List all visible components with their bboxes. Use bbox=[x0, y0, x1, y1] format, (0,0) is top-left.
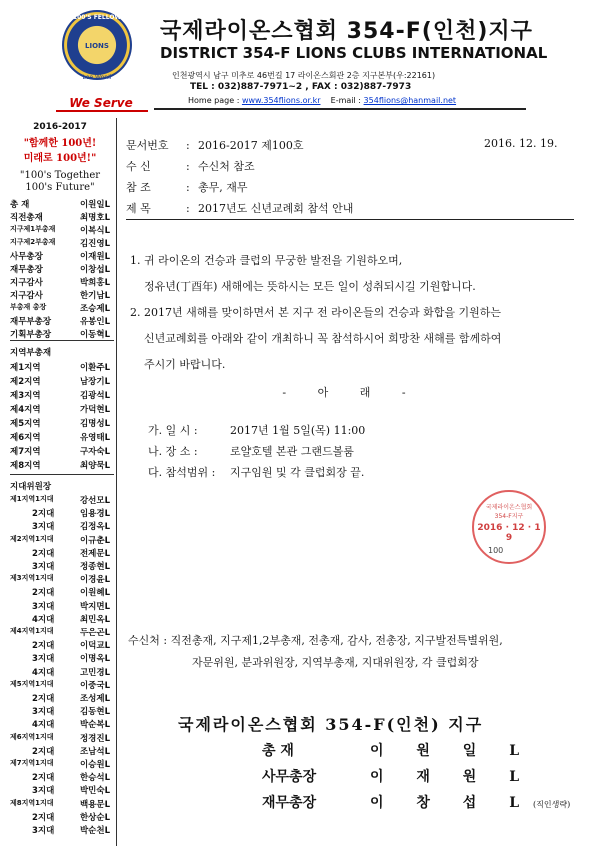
sidebar-slogan-en bbox=[4, 170, 116, 194]
sidebar-row-title: 제1지역1지대 bbox=[10, 495, 54, 503]
sidebar-row-title: 제3지역 bbox=[10, 391, 41, 401]
sidebar-row-name: 최양묵L bbox=[79, 461, 110, 471]
sidebar-row-title: 제8지역1지대 bbox=[10, 798, 54, 807]
sidebar-row-title: 3지대 bbox=[32, 562, 55, 572]
slogan-ko-line: "함께한 100년! bbox=[23, 138, 97, 149]
sidebar-row-name: 조성제L bbox=[79, 694, 110, 704]
sidebar-divider bbox=[10, 474, 114, 475]
homepage-label: Home page : bbox=[188, 96, 242, 105]
org-title-korean: 국제라이온스협회 354-F(인천)지구 bbox=[160, 19, 533, 44]
stamp-number: 100 bbox=[488, 546, 504, 555]
doc-number: 2016-2017 제100호 bbox=[198, 139, 304, 152]
email-label: E-mail : bbox=[330, 96, 364, 105]
subject-value: 2017년도 신년교례회 참석 안내 bbox=[198, 202, 354, 215]
sidebar-row-name: 유영태L bbox=[79, 433, 110, 443]
sidebar-row-name: 강선모L bbox=[79, 496, 110, 506]
sidebar-row-name: 조남석L bbox=[79, 746, 110, 757]
paragraph-line: 신년교례회를 아래와 같이 개최하니 꼭 참석하시어 희망찬 새해를 함께하여 bbox=[144, 332, 502, 345]
detail-time bbox=[148, 422, 365, 438]
sidebar-row-title: 제7지역 bbox=[10, 447, 41, 457]
sidebar-row-title: 4지대 bbox=[32, 667, 55, 678]
detail-value: 로얄호텔 본관 그랜드볼룸 bbox=[230, 445, 354, 458]
signature-row bbox=[262, 740, 533, 760]
signature-name: 이 창 섭 L bbox=[370, 795, 534, 811]
subject-label: 제 목 bbox=[126, 202, 151, 215]
sidebar-row-name: 한상순L bbox=[79, 812, 110, 823]
detail-label: 다. 참석범위 : bbox=[148, 466, 216, 479]
sidebar-row-name: 이동혁L bbox=[79, 330, 110, 340]
sidebar-divider bbox=[10, 340, 114, 341]
sidebar-row-title: 제2지역1지대 bbox=[10, 534, 54, 543]
recipients-line: 자문위원, 분과위원장, 지역부총재, 지대위원장, 각 클럽회장 bbox=[192, 656, 479, 669]
we-serve-underline bbox=[56, 110, 148, 112]
header-divider bbox=[154, 108, 526, 110]
sidebar-row-title: 3지대 bbox=[32, 786, 55, 797]
sidebar-row-title: 지구감사 bbox=[10, 291, 43, 301]
address: 인천광역시 남구 미추로 46번길 17 라이온스회관 2층 지구본부(우:22161) bbox=[172, 71, 436, 80]
sidebar-row-title: 재무부총장 bbox=[10, 317, 52, 327]
sidebar-row-name: 고민경L bbox=[79, 667, 110, 678]
sidebar-row-title: 2지대 bbox=[32, 746, 55, 757]
sidebar-row-title: 재무총장 bbox=[10, 265, 43, 275]
sidebar-row-title: 3지대 bbox=[32, 826, 55, 836]
region-header: 지역부총재 bbox=[10, 348, 52, 358]
sidebar-row-title: 총 재 bbox=[10, 200, 30, 210]
sidebar-row-name: 가덕현L bbox=[79, 405, 110, 415]
ref-value: 총무, 재무 bbox=[198, 181, 248, 194]
homepage-link[interactable]: www.354flions.or.kr bbox=[241, 96, 321, 105]
sidebar-row-name: 박순복L bbox=[79, 720, 110, 731]
subject-row: 제 목 : 2017년도 신년교례회 참석 안내 bbox=[126, 202, 354, 215]
sidebar-row-title: 부총재 총장 bbox=[10, 303, 47, 311]
detail-label: 가. 일 시 : bbox=[148, 424, 198, 437]
contact-line bbox=[188, 96, 456, 105]
sidebar-row-title: 2지대 bbox=[32, 548, 55, 559]
signature-role: 재무총장 bbox=[262, 795, 317, 811]
sidebar-row-name: 김명성L bbox=[79, 419, 110, 429]
sidebar-row-title: 2지대 bbox=[32, 641, 55, 652]
tel-fax: TEL : 032)887-7971~2 , FAX : 032)887-7973 bbox=[190, 82, 412, 92]
paragraph-line: 주시기 바랍니다. bbox=[144, 358, 226, 371]
detail-place bbox=[148, 443, 354, 459]
sidebar-row-title: 2지대 bbox=[32, 773, 55, 784]
signature-role: 총 재 bbox=[262, 743, 294, 759]
signature-name: 이 원 일 L bbox=[370, 743, 534, 759]
sidebar-row-title: 제3지역1지대 bbox=[10, 574, 54, 583]
sidebar-row-title: 제4지역 bbox=[10, 405, 41, 415]
sidebar-row-title: 3지대 bbox=[32, 654, 55, 665]
sidebar-row-title: 지구제1부총재 bbox=[10, 225, 56, 233]
paragraph-line: 정유년(丁酉年) 새해에는 뜻하시는 모든 일이 성취되시길 기원합니다. bbox=[144, 280, 476, 293]
sidebar-row-name: 이재원L bbox=[79, 252, 110, 262]
sidebar-row-title: 3지대 bbox=[32, 522, 55, 533]
sidebar-row-name: 이환주L bbox=[79, 363, 110, 373]
sidebar-row-title: 기획부총장 bbox=[10, 330, 52, 340]
sidebar-row-title: 제7지역1지대 bbox=[10, 759, 54, 767]
email-link[interactable]: 354flions@hanmail.net bbox=[363, 96, 457, 105]
seal-omitted-note: (직인생략) bbox=[533, 800, 571, 809]
sidebar-row-name: 유봉인L bbox=[79, 317, 110, 327]
sidebar-row-title: 제6지역1지대 bbox=[10, 732, 54, 741]
logo-inner-text: LIONS bbox=[85, 42, 109, 50]
recipients bbox=[128, 630, 578, 674]
sidebar-row-title: 2지대 bbox=[32, 694, 55, 704]
sidebar-row-name: 정종현L bbox=[79, 562, 110, 572]
sidebar-row-title: 3지대 bbox=[32, 707, 55, 718]
sidebar-row-name: 전제문L bbox=[79, 548, 110, 559]
paragraph-line: 2. 2017년 새해를 맞이하면서 본 지구 전 라이온들의 건승과 화합을 기원하는 bbox=[130, 306, 501, 319]
signature-name: 이 재 원 L bbox=[370, 769, 534, 785]
sidebar-row-name: 남장기L bbox=[79, 377, 110, 387]
sidebar-row-title: 지구제2부총재 bbox=[10, 238, 56, 246]
sidebar-row-name: 한승석L bbox=[79, 773, 110, 784]
ref-label: 참 조 bbox=[126, 181, 151, 194]
sidebar-row-name: 이원일L bbox=[79, 200, 110, 210]
sidebar-row-name: 이명옥L bbox=[79, 654, 110, 665]
sidebar-row-title: 직전총재 bbox=[10, 213, 43, 223]
receipt-stamp bbox=[472, 490, 546, 564]
to-label: 수 신 bbox=[126, 160, 151, 173]
paragraph-2 bbox=[130, 300, 570, 378]
sidebar-slogan-ko bbox=[4, 136, 116, 166]
doc-date: 2016. 12. 19. bbox=[484, 137, 558, 150]
below-heading: - 아 래 - bbox=[282, 386, 420, 399]
sidebar-row-title: 제8지역 bbox=[10, 461, 41, 471]
logo-name: Lee WonIl bbox=[82, 74, 112, 81]
sidebar-row-title: 제6지역 bbox=[10, 433, 41, 443]
ref-row: 참 조 : 총무, 재무 bbox=[126, 181, 248, 194]
to-value: 수신처 참조 bbox=[198, 160, 255, 173]
sidebar-row-name: 이원혜L bbox=[79, 588, 110, 599]
doc-number-row: 문서번호 : 2016-2017 제100호 bbox=[126, 139, 304, 152]
we-serve-slogan: We Serve bbox=[69, 96, 133, 110]
sidebar-row-title: 제1지역 bbox=[10, 363, 41, 373]
signature-role: 사무총장 bbox=[262, 769, 317, 785]
org-title-english: DISTRICT 354-F LIONS CLUBS INTERNATIONAL bbox=[160, 44, 548, 62]
sidebar-row-name: 박민숙L bbox=[79, 786, 110, 797]
sidebar-row-name: 최명호L bbox=[79, 213, 110, 223]
sidebar-row-name: 이창섭L bbox=[79, 265, 110, 275]
to-row: 수 신 : 수신처 참조 bbox=[126, 160, 255, 173]
sidebar-row-name: 이중국L bbox=[79, 680, 110, 691]
sidebar-row-title: 제2지역 bbox=[10, 377, 41, 387]
sidebar-row-name: 구자숙L bbox=[79, 447, 110, 457]
sidebar-row-name: 박순천L bbox=[79, 826, 110, 836]
subject-divider bbox=[126, 219, 574, 220]
sidebar-row-name: 김동현L bbox=[79, 707, 110, 718]
sidebar-row-name: 김광석L bbox=[79, 391, 110, 401]
sidebar-row-title: 2지대 bbox=[32, 588, 55, 599]
sidebar-row-name: 이경윤L bbox=[79, 575, 110, 586]
sidebar-row-name: 최민옥L bbox=[79, 614, 110, 625]
sidebar-row-title: 사무총장 bbox=[10, 252, 43, 262]
slogan-en-line: "100's Together bbox=[19, 170, 101, 181]
paragraph-1 bbox=[130, 248, 570, 300]
detail-label: 나. 장 소 : bbox=[148, 445, 198, 458]
sidebar-row-name: 박희홍L bbox=[79, 278, 110, 288]
sidebar-row-name: 임용경L bbox=[79, 509, 110, 520]
sidebar-row-name: 박지면L bbox=[79, 601, 110, 612]
stamp-org-text: 국제라이온스협회354-F지구 bbox=[485, 504, 533, 520]
doc-number-label: 문서번호 bbox=[126, 139, 169, 152]
signature-row bbox=[262, 792, 570, 812]
signature-org: 국제라이온스협회 354-F(인천) 지구 bbox=[178, 715, 484, 734]
sidebar-row-name: 김진영L bbox=[79, 239, 110, 249]
sidebar-row-name: 백용문L bbox=[79, 799, 110, 810]
sidebar-row-name: 한기남L bbox=[79, 291, 110, 301]
sidebar-row-title: 제4지역1지대 bbox=[10, 627, 54, 635]
sidebar-row-title: 제5지역1지대 bbox=[10, 679, 54, 688]
sidebar-row-title: 2지대 bbox=[32, 812, 55, 823]
detail-scope bbox=[148, 464, 364, 480]
sidebar-row-name: 이복식L bbox=[79, 226, 110, 236]
sidebar-row-title: 2지대 bbox=[32, 509, 55, 520]
stamp-date: 2016 · 12 · 1 9 bbox=[477, 523, 541, 543]
logo-ring-text: 100'S FELLOW bbox=[72, 14, 122, 21]
sidebar-row-name: 이규춘L bbox=[79, 535, 110, 546]
sidebar-row-name: 조승제L bbox=[79, 304, 110, 314]
sidebar-row-name: 김정옥L bbox=[79, 522, 110, 533]
sidebar-year: 2016-2017 bbox=[33, 122, 87, 132]
sidebar-row-title: 제5지역 bbox=[10, 419, 41, 429]
sidebar-row-name: 두은곤L bbox=[79, 628, 110, 638]
sidebar-row-name: 정경진L bbox=[79, 733, 110, 744]
sidebar-row-name: 이덕교L bbox=[79, 641, 110, 652]
slogan-en-line: 100's Future" bbox=[25, 182, 95, 193]
sidebar-row-name: 이승원L bbox=[79, 760, 110, 770]
paragraph-line: 1. 귀 라이온의 건승과 클럽의 무궁한 발전을 기원하오며, bbox=[130, 254, 403, 267]
signature-row bbox=[262, 766, 533, 786]
sidebar-officer-list bbox=[4, 118, 117, 846]
recipients-line: 수신처 : 직전총재, 지구제1,2부총재, 전총재, 감사, 전총장, 지구발전특별위원, bbox=[128, 634, 503, 647]
sidebar-row-title: 지구감사 bbox=[10, 278, 43, 288]
detail-value: 2017년 1월 5일(목) 11:00 bbox=[230, 424, 366, 437]
slogan-ko-line: 미래로 100년!" bbox=[23, 153, 97, 164]
zone-header: 지대위원장 bbox=[10, 482, 52, 492]
sidebar-row-title: 4지대 bbox=[32, 614, 55, 625]
sidebar-row-title: 4지대 bbox=[32, 720, 55, 731]
detail-value: 지구임원 및 각 클럽회장 끝. bbox=[230, 466, 365, 479]
sidebar-row-title: 3지대 bbox=[32, 601, 55, 612]
